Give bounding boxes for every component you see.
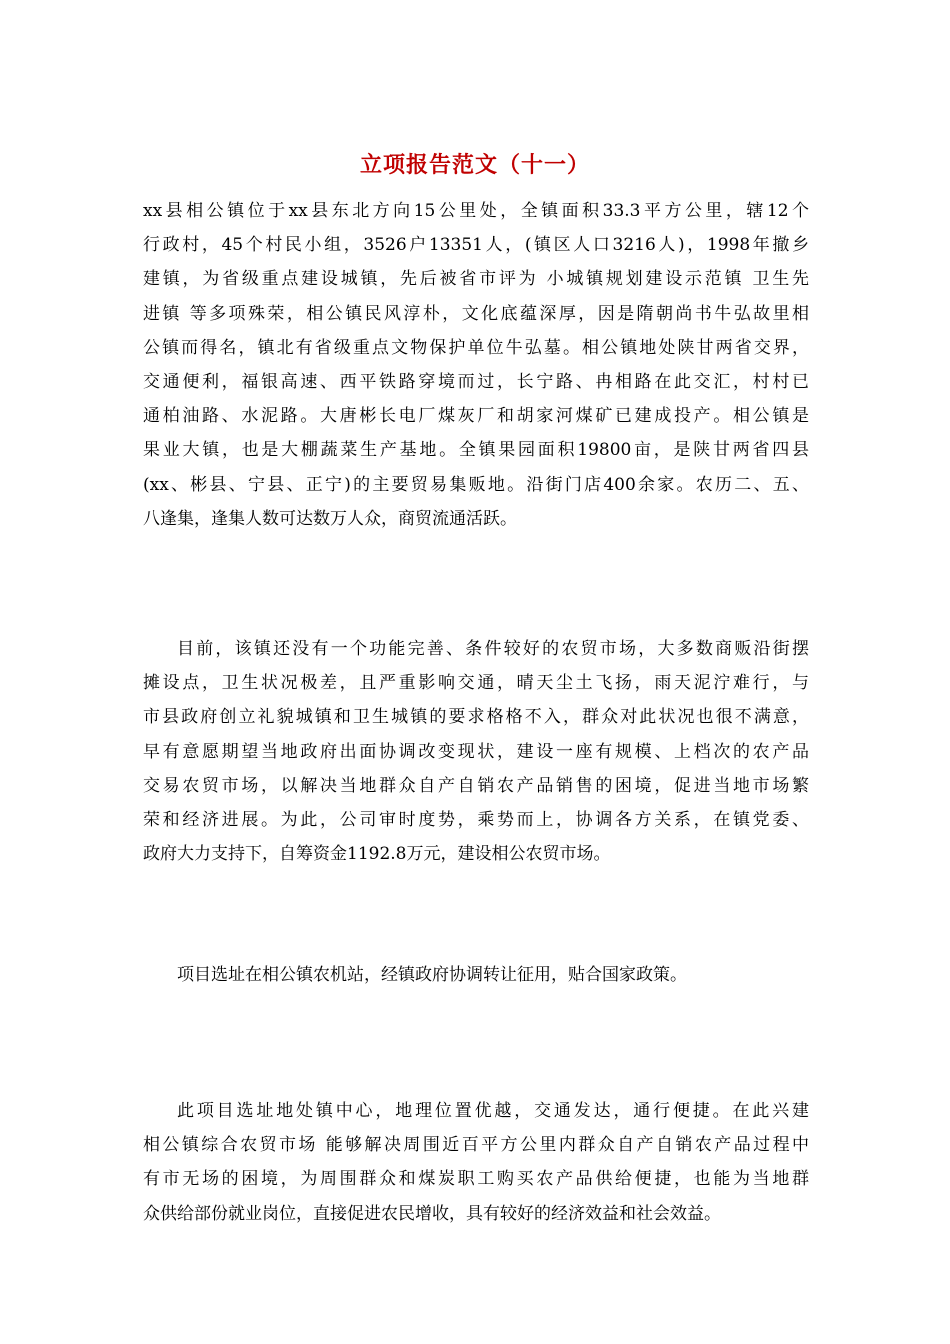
paragraph-line: 市县政府创立礼貌城镇和卫生城镇的要求格格不入，群众对此状况也很不满意， — [143, 707, 809, 728]
paragraph-line: xx县相公镇位于xx县东北方向15公里处，全镇面积33.3平方公里，辖12个 — [143, 201, 809, 221]
paragraph-line: 目前，该镇还没有一个功能完善、条件较好的农贸市场，大多数商贩沿街摆 — [177, 639, 809, 659]
paragraph-line: 八逢集，逢集人数可达数万人众，商贸流通活跃。 — [143, 508, 517, 529]
paragraph-line: 此项目选址地处镇中心，地理位置优越，交通发达，通行便捷。在此兴建 — [177, 1101, 809, 1121]
paragraph-line: 政府大力支持下，自筹资金1192.8万元，建设相公农贸市场。 — [143, 844, 611, 865]
paragraph-line: 有市无场的困境，为周围群众和煤炭职工购买农产品供给便捷，也能为当地群 — [143, 1169, 809, 1190]
paragraph-line: 公镇而得名，镇北有省级重点文物保护单位牛弘墓。相公镇地处陕甘两省交界， — [143, 337, 809, 358]
paragraph-line: 项目选址在相公镇农机站，经镇政府协调转让征用，贴合国家政策。 — [177, 965, 687, 985]
paragraph-line: 行政村，45个村民小组，3526户13351人，(镇区人口3216人)，1998年撤乡 — [143, 235, 809, 256]
paragraph-line: 果业大镇，也是大棚蔬菜生产基地。全镇果园面积19800亩，是陕甘两省四县 — [143, 440, 809, 461]
paragraph-site-selection — [143, 958, 809, 992]
paragraph-line: 荣和经济进展。为此，公司审时度势，乘势而上，协调各方关系，在镇党委、 — [143, 809, 809, 830]
paragraph-line: (xx、彬县、宁县、正宁)的主要贸易集贩地。沿街门店400余家。农历二、五、 — [143, 474, 809, 495]
paragraph-line: 众供给部份就业岗位，直接促进农民增收，具有较好的经济效益和社会效益。 — [143, 1203, 721, 1224]
paragraph-line: 摊设点，卫生状况极差，且严重影响交通，晴天尘土飞扬，雨天泥泞难行，与 — [143, 673, 809, 694]
paragraph-line: 交通便利，福银高速、西平铁路穿境而过，长宁路、冉相路在此交汇，村村已 — [143, 371, 809, 392]
paragraph-line: 相公镇综合农贸市场 能够解决周围近百平方公里内群众自产自销农产品过程中 — [143, 1135, 809, 1156]
paragraph-line: 交易农贸市场，以解决当地群众自产自销农产品销售的困境，促进当地市场繁 — [143, 775, 809, 796]
paragraph-line: 通柏油路、水泥路。大唐彬长电厂煤灰厂和胡家河煤矿已建成投产。相公镇是 — [143, 406, 809, 427]
paragraph-project-benefits — [143, 1094, 809, 1231]
document-title: 立项报告范文（十一） — [359, 152, 590, 178]
paragraph-line: 进镇 等多项殊荣，相公镇民风淳朴，文化底蕴深厚，因是隋朝尚书牛弘故里相 — [143, 303, 809, 324]
paragraph-line: 建镇，为省级重点建设城镇，先后被省市评为 小城镇规划建设示范镇 卫生先 — [143, 269, 809, 290]
paragraph-line: 早有意愿期望当地政府出面协调改变现状，建设一座有规模、上档次的农产品 — [143, 741, 809, 762]
paragraph-current-situation — [143, 632, 809, 871]
paragraph-town-overview — [143, 194, 809, 536]
